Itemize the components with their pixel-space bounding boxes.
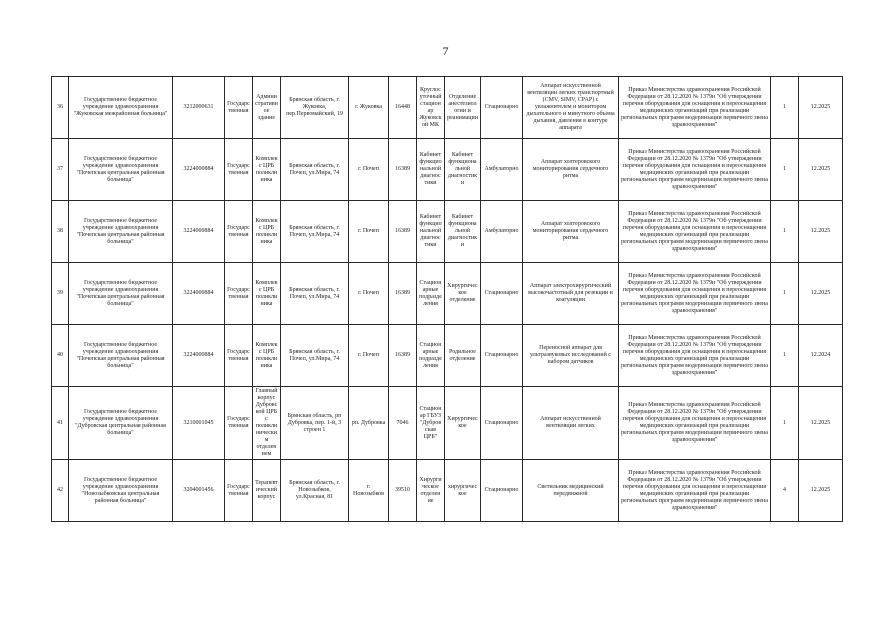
equipment-name: Переносной аппарат для ультразвуковых исследований с набором датчиков xyxy=(530,345,611,365)
organization-name-cell xyxy=(69,387,173,460)
inn-code: 3224000884 xyxy=(183,352,214,358)
subdivision-cell xyxy=(417,460,445,522)
okato-code: 16389 xyxy=(395,228,410,234)
legal-basis: Приказ Министерства здравоохранения Российской Федерации от 28.12.2020 № 1379н "Об утверждении перечня оборудования для оснащения и переоснащения медицинских организаций при реализации региональных программ модернизации первичного звена здравоохранения" xyxy=(621,469,768,511)
ownership-type: Государственная xyxy=(227,100,250,114)
care-form-cell xyxy=(481,139,523,201)
okato-code-cell xyxy=(389,387,417,460)
department: Хирургическое отделение xyxy=(447,283,478,303)
organization-name-cell xyxy=(69,325,173,387)
subdivision-cell xyxy=(417,263,445,325)
building-name: Комплекс ЦРБ поликлиника xyxy=(255,341,278,369)
row-number: 36 xyxy=(57,104,63,110)
building-name-cell xyxy=(253,460,281,522)
building-name: Административное здание xyxy=(255,93,278,121)
row-number: 41 xyxy=(57,419,63,426)
row-number: 42 xyxy=(57,487,63,493)
okato-code: 7046 xyxy=(396,419,409,426)
equipment-name-cell xyxy=(523,263,619,325)
address: Брянская область, г. Почеп, ул.Мира, 74 xyxy=(289,348,340,362)
okato-code: 16389 xyxy=(395,290,410,296)
address-cell xyxy=(281,77,349,139)
organization-name: Государственное бюджетное учреждение здравоохранения "Почепская центральная районная больница" xyxy=(76,279,165,307)
equipment-name-cell xyxy=(523,325,619,387)
address: Брянская область, г. Почеп, ул.Мира, 74 xyxy=(289,286,340,300)
legal-basis: Приказ Министерства здравоохранения Российской Федерации от 28.12.2020 № 1379н "Об утверждении перечня оборудования для оснащения и переоснащения медицинских организаций при реализации региональных программ модернизации первичного звена здравоохранения" xyxy=(621,402,768,443)
ownership-type-cell xyxy=(225,460,253,522)
quantity-cell xyxy=(771,263,799,325)
department-cell xyxy=(445,325,481,387)
row-number-cell xyxy=(52,201,69,263)
department-cell xyxy=(445,201,481,263)
delivery-date: 12.2024 xyxy=(810,352,831,358)
quantity: 1 xyxy=(783,228,786,234)
quantity-cell xyxy=(771,460,799,522)
subdivision-cell xyxy=(417,77,445,139)
locality: г. Почеп xyxy=(358,290,379,296)
row-number: 38 xyxy=(57,228,63,234)
organization-name: Государственное бюджетное учреждение здравоохранения "Жуковская межрайонная больница" xyxy=(73,97,168,117)
inn-code-cell xyxy=(173,201,225,263)
department-cell xyxy=(445,387,481,460)
care-form-cell xyxy=(481,263,523,325)
building-name-cell xyxy=(253,325,281,387)
locality-cell xyxy=(349,201,389,263)
equipment-name-cell xyxy=(523,139,619,201)
delivery-date-cell xyxy=(799,139,843,201)
row-number: 39 xyxy=(57,290,63,296)
quantity-cell xyxy=(771,139,799,201)
quantity-cell xyxy=(771,201,799,263)
organization-name-cell xyxy=(69,77,173,139)
equipment-name-cell xyxy=(523,201,619,263)
legal-basis-cell xyxy=(619,460,771,522)
row-number-cell xyxy=(52,263,69,325)
table-row xyxy=(52,201,843,263)
department-cell xyxy=(445,460,481,522)
ownership-type: Государственная xyxy=(227,224,250,238)
department: Родильное отделение xyxy=(449,348,476,362)
inn-code: 3210001045 xyxy=(183,419,214,426)
legal-basis-cell xyxy=(619,201,771,263)
organization-name: Государственное бюджетное учреждение здравоохранения "Почепская центральная районная больница" xyxy=(76,217,165,245)
inn-code: 3224000884 xyxy=(183,166,214,172)
equipment-name: Аппарат искусственной вентиляции легких xyxy=(540,416,601,429)
inn-code: 3204001456 xyxy=(183,487,214,493)
ownership-type: Государственная xyxy=(227,483,250,497)
care-form: Стационарно xyxy=(484,352,519,358)
delivery-date: 12.2025 xyxy=(810,166,831,172)
delivery-date: 12.2025 xyxy=(810,487,831,493)
building-name: Комплекс ЦРБ поликлиника xyxy=(255,155,278,183)
delivery-date: 12.2025 xyxy=(810,104,831,110)
locality: г. Жуковка xyxy=(355,104,382,110)
subdivision-cell xyxy=(417,201,445,263)
subdivision: Круглосуточный стационар Жуковской МК xyxy=(419,86,442,128)
organization-name-cell xyxy=(69,139,173,201)
address-cell xyxy=(281,325,349,387)
equipment-name: Светильник медицинский передвижной xyxy=(537,483,604,497)
row-number: 37 xyxy=(57,166,63,172)
organization-name-cell xyxy=(69,460,173,522)
row-number-cell xyxy=(52,139,69,201)
delivery-date: 12.2025 xyxy=(810,419,831,426)
address: Брянская область, г. Новозыбков, ул.Красная, 81 xyxy=(289,480,340,500)
legal-basis-cell xyxy=(619,387,771,460)
quantity: 1 xyxy=(783,290,786,296)
address: Брянская область, г. Почеп, ул.Мира, 74 xyxy=(289,162,340,176)
department-cell xyxy=(445,263,481,325)
address-cell xyxy=(281,263,349,325)
care-form-cell xyxy=(481,77,523,139)
legal-basis-cell xyxy=(619,325,771,387)
inn-code: 3224000884 xyxy=(183,228,214,234)
building-name-cell xyxy=(253,77,281,139)
legal-basis: Приказ Министерства здравоохранения Российской Федерации от 28.12.2020 № 1379н "Об утверждении перечня оборудования для оснащения и переоснащения медицинских организаций при реализации региональных программ модернизации первичного звена здравоохранения" xyxy=(621,272,768,314)
table-row xyxy=(52,387,843,460)
delivery-date-cell xyxy=(799,387,843,460)
locality-cell xyxy=(349,77,389,139)
care-form: Стационарно xyxy=(484,104,519,110)
organization-name: Государственное бюджетное учреждение здравоохранения "Новозыбковская центральная районная больница" xyxy=(81,476,160,504)
legal-basis: Приказ Министерства здравоохранения Российской Федерации от 28.12.2020 № 1379н "Об утверждении перечня оборудования для оснащения и переоснащения медицинских организаций при реализации региональных программ модернизации первичного звена здравоохранения" xyxy=(621,334,768,376)
organization-name: Государственное бюджетное учреждение здравоохранения "Почепская центральная районная больница" xyxy=(76,341,165,369)
subdivision: Стационар ГБУЗ "Дубровская ЦРБ" xyxy=(419,405,442,440)
department-cell xyxy=(445,139,481,201)
legal-basis: Приказ Министерства здравоохранения Российской Федерации от 28.12.2020 № 1379н "Об утверждении перечня оборудования для оснащения и переоснащения медицинских организаций при реализации региональных программ модернизации первичного звена здравоохранения" xyxy=(621,86,768,128)
address-cell xyxy=(281,387,349,460)
inn-code-cell xyxy=(173,263,225,325)
delivery-date-cell xyxy=(799,201,843,263)
address: Брянская область, рп Дубровка, пер. 1-й, 3 строен 1 xyxy=(287,412,342,433)
table-row xyxy=(52,263,843,325)
row-number-cell xyxy=(52,387,69,460)
row-number: 40 xyxy=(57,352,63,358)
care-form: Амбулаторно xyxy=(484,166,519,172)
table-row xyxy=(52,77,843,139)
delivery-date: 12.2025 xyxy=(810,290,831,296)
organization-name-cell xyxy=(69,263,173,325)
care-form-cell xyxy=(481,460,523,522)
inn-code: 3224000884 xyxy=(183,290,214,296)
care-form-cell xyxy=(481,325,523,387)
ownership-type: Государственная xyxy=(227,348,250,362)
subdivision-cell xyxy=(417,387,445,460)
quantity-cell xyxy=(771,77,799,139)
inn-code-cell xyxy=(173,325,225,387)
equipment-table xyxy=(51,76,843,522)
okato-code-cell xyxy=(389,139,417,201)
ownership-type-cell xyxy=(225,387,253,460)
ownership-type-cell xyxy=(225,201,253,263)
equipment-name: Аппарат электрохирургический высокочастотный для резекции и коагуляции xyxy=(528,283,613,303)
address: Брянская область, г. Жуковка, пер.Первомайский, 19 xyxy=(286,97,343,117)
okato-code-cell xyxy=(389,325,417,387)
equipment-name-cell xyxy=(523,77,619,139)
quantity-cell xyxy=(771,387,799,460)
organization-name-cell xyxy=(69,201,173,263)
table-row xyxy=(52,325,843,387)
quantity-cell xyxy=(771,325,799,387)
equipment-name-cell xyxy=(523,387,619,460)
legal-basis-cell xyxy=(619,263,771,325)
inn-code-cell xyxy=(173,460,225,522)
locality-cell xyxy=(349,263,389,325)
subdivision: Кабинет функциональной диагностики xyxy=(419,214,442,248)
ownership-type-cell xyxy=(225,139,253,201)
ownership-type: Государственная xyxy=(227,286,250,300)
department: Кабинет функциональной диагностики xyxy=(447,214,478,248)
delivery-date: 12.2025 xyxy=(810,228,831,234)
subdivision: Хирургическое отделение xyxy=(419,476,442,504)
okato-code: 16389 xyxy=(395,352,410,358)
equipment-name-cell xyxy=(523,460,619,522)
row-number-cell xyxy=(52,325,69,387)
legal-basis-cell xyxy=(619,139,771,201)
locality-cell xyxy=(349,139,389,201)
equipment-name: Аппарат холтеровского мониторирования сердечного ритма xyxy=(532,159,609,179)
ownership-type-cell xyxy=(225,77,253,139)
ownership-type-cell xyxy=(225,325,253,387)
building-name: Главный корпус Дубровской ЦРБ с поликлиническим отделением xyxy=(255,388,278,457)
building-name: Терапевтический корпус xyxy=(255,480,278,500)
locality: г. Почеп xyxy=(358,228,379,234)
address-cell xyxy=(281,139,349,201)
quantity: 4 xyxy=(783,487,786,493)
locality: г. Почеп xyxy=(358,352,379,358)
legal-basis: Приказ Министерства здравоохранения Российской Федерации от 28.12.2020 № 1379н "Об утверждении перечня оборудования для оснащения и переоснащения медицинских организаций при реализации региональных программ модернизации первичного звена здравоохранения" xyxy=(621,148,768,190)
quantity: 1 xyxy=(783,166,786,172)
building-name: Комплекс ЦРБ поликлиника xyxy=(255,279,278,307)
address: Брянская область, г. Почеп, ул.Мира, 74 xyxy=(289,224,340,238)
delivery-date-cell xyxy=(799,460,843,522)
equipment-name: Аппарат холтеровского мониторирования сердечного ритма xyxy=(532,221,609,241)
organization-name: Государственное бюджетное учреждение здравоохранения "Дубровская центральная районная больница" xyxy=(75,409,166,436)
subdivision: Кабинет функциональной диагностики xyxy=(419,152,442,186)
table-row xyxy=(52,460,843,522)
equipment-name: Аппарат искусственной вентиляции легких транспортный (CMV, SIMV, CPAP) с увлажнителем и монитором дыхательного и минутного объема дыхания, давления в контуре аппарата xyxy=(526,83,615,131)
delivery-date-cell xyxy=(799,263,843,325)
row-number-cell xyxy=(52,77,69,139)
building-name-cell xyxy=(253,139,281,201)
quantity: 1 xyxy=(783,352,786,358)
quantity: 1 xyxy=(783,419,786,426)
delivery-date-cell xyxy=(799,77,843,139)
care-form: Стационарно xyxy=(484,487,519,493)
okato-code: 16448 xyxy=(395,104,410,110)
ownership-type: Государственная xyxy=(227,416,250,429)
department: Отделение анестезиологии и реанимации xyxy=(447,93,478,121)
okato-code-cell xyxy=(389,201,417,263)
building-name-cell xyxy=(253,387,281,460)
department: Хирургическое xyxy=(447,416,478,429)
okato-code: 16389 xyxy=(395,166,410,172)
table-row xyxy=(52,139,843,201)
care-form: Стационарно xyxy=(484,419,519,426)
legal-basis-cell xyxy=(619,77,771,139)
okato-code-cell xyxy=(389,263,417,325)
legal-basis: Приказ Министерства здравоохранения Российской Федерации от 28.12.2020 № 1379н "Об утверждении перечня оборудования для оснащения и переоснащения медицинских организаций при реализации региональных программ модернизации первичного звена здравоохранения" xyxy=(621,210,768,252)
locality-cell xyxy=(349,460,389,522)
subdivision-cell xyxy=(417,139,445,201)
building-name-cell xyxy=(253,201,281,263)
subdivision: Стационарные подразделения xyxy=(419,279,442,307)
building-name: Комплекс ЦРБ поликлиника xyxy=(255,217,278,245)
inn-code-cell xyxy=(173,387,225,460)
department-cell xyxy=(445,77,481,139)
row-number-cell xyxy=(52,460,69,522)
department: Кабинет функциональной диагностики xyxy=(447,152,478,186)
page-number: 7 xyxy=(442,44,449,58)
subdivision-cell xyxy=(417,325,445,387)
building-name-cell xyxy=(253,263,281,325)
delivery-date-cell xyxy=(799,325,843,387)
okato-code-cell xyxy=(389,460,417,522)
department: хирургическое xyxy=(447,483,478,497)
okato-code-cell xyxy=(389,77,417,139)
address-cell xyxy=(281,201,349,263)
locality: г. Новозыбков xyxy=(352,483,385,497)
ownership-type-cell xyxy=(225,263,253,325)
inn-code-cell xyxy=(173,77,225,139)
inn-code: 3212000631 xyxy=(183,104,214,110)
care-form-cell xyxy=(481,387,523,460)
quantity: 1 xyxy=(783,104,786,110)
locality-cell xyxy=(349,325,389,387)
locality: рп. Дубровка xyxy=(351,419,386,426)
okato-code: 39510 xyxy=(395,487,410,493)
care-form: Амбулаторно xyxy=(484,228,519,234)
address-cell xyxy=(281,460,349,522)
care-form: Стационарно xyxy=(484,290,519,296)
subdivision: Стационарные подразделения xyxy=(419,341,442,369)
organization-name: Государственное бюджетное учреждение здравоохранения "Почепская центральная районная больница" xyxy=(76,155,165,183)
locality-cell xyxy=(349,387,389,460)
ownership-type: Государственная xyxy=(227,162,250,176)
inn-code-cell xyxy=(173,139,225,201)
locality: г. Почеп xyxy=(358,166,379,172)
care-form-cell xyxy=(481,201,523,263)
